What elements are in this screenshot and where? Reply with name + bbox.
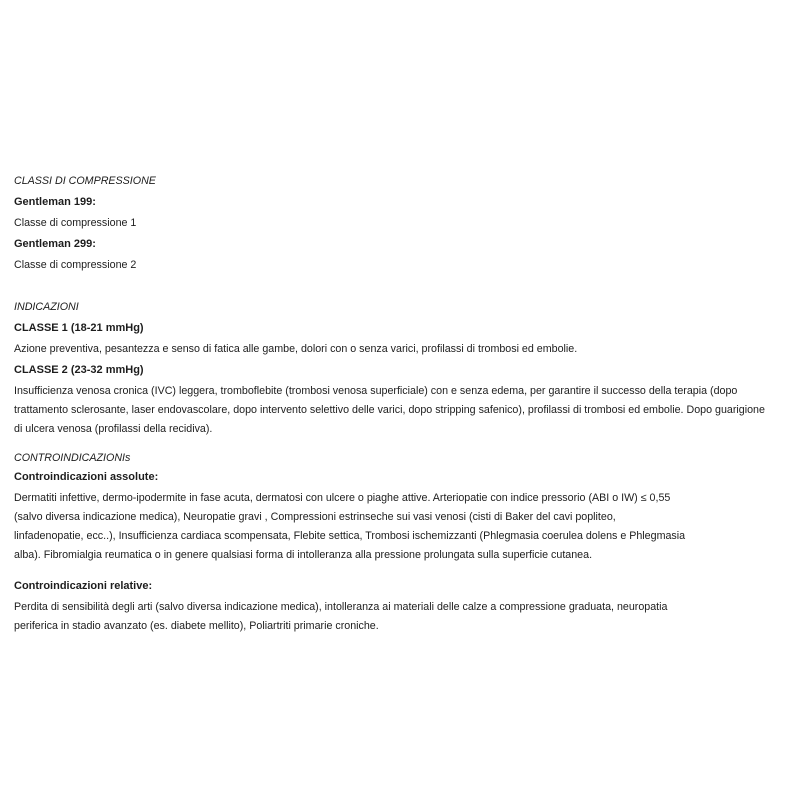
text-line: alba). Fibromialgia reumatica o in genere qualsiasi forma di intolleranza alla pressione prolungata sulla superficie cutanea.: [14, 549, 593, 561]
section-compression-classes: [14, 172, 795, 275]
text-line: trattamento sclerosante, laser endovascolare, dopo intervento selettivo delle varici, dopo stripping safenico), profilassi di trombosi ed embolie. Dopo guarigione: [14, 404, 765, 416]
product-gentleman-199-description: Classe di compressione 1: [14, 217, 137, 229]
relative-contraindications-text: [14, 598, 795, 636]
class-1-indications-text: Azione preventiva, pesantezza e senso di fatica alle gambe, dolori con o senza varici, profilassi di trombosi ed embolie.: [14, 343, 578, 355]
text-line: Perdita di sensibilità degli arti (salvo diversa indicazione medica), intolleranza ai materiali delle calze a compressione graduata, neuropatia: [14, 601, 668, 613]
text-line: periferica in stadio avanzato (es. diabete mellito), Poliartriti primarie croniche.: [14, 620, 379, 632]
contraindications-heading: CONTROINDICAZIONIs: [14, 452, 131, 464]
class-1-heading: CLASSE 1 (18-21 mmHg): [14, 322, 144, 334]
indications-heading: INDICAZIONI: [14, 301, 79, 313]
compression-classes-heading: CLASSI DI COMPRESSIONE: [14, 175, 156, 187]
product-gentleman-299-description: Classe di compressione 2: [14, 259, 137, 271]
text-line: linfadenopatie, ecc..), Insufficienza cardiaca scompensata, Flebite settica, Trombosi ischemizzanti (Phlegmasia coerulea dolens e Phlegmasia: [14, 530, 686, 542]
absolute-contraindications-text: [14, 489, 795, 565]
text-line: di ulcera venosa (profilassi della recidiva).: [14, 423, 213, 435]
text-line: (salvo diversa indicazione medica), Neuropatie gravi , Compressioni estrinseche sui vasi venosi (cisti di Baker del cavi popliteo,: [14, 511, 616, 523]
absolute-contraindications-heading: Controindicazioni assolute:: [14, 471, 159, 483]
product-gentleman-299-label: Gentleman 299:: [14, 238, 96, 250]
product-gentleman-199-label: Gentleman 199:: [14, 196, 96, 208]
class-2-indications-text: [14, 382, 795, 439]
section-contraindications: [14, 449, 795, 636]
section-indications: [14, 298, 795, 439]
class-2-heading: CLASSE 2 (23-32 mmHg): [14, 364, 144, 376]
text-line: Dermatiti infettive, dermo-ipodermite in fase acuta, dermatosi con ulcere o piaghe attive. Arteriopatie con indice pressorio (ABI o IW) ≤ 0,55: [14, 492, 671, 504]
text-line: Insufficienza venosa cronica (IVC) leggera, tromboflebite (trombosi venosa superficiale) con e senza edema, per garantire il successo della terapia (dopo: [14, 385, 738, 397]
relative-contraindications-heading: Controindicazioni relative:: [14, 580, 153, 592]
